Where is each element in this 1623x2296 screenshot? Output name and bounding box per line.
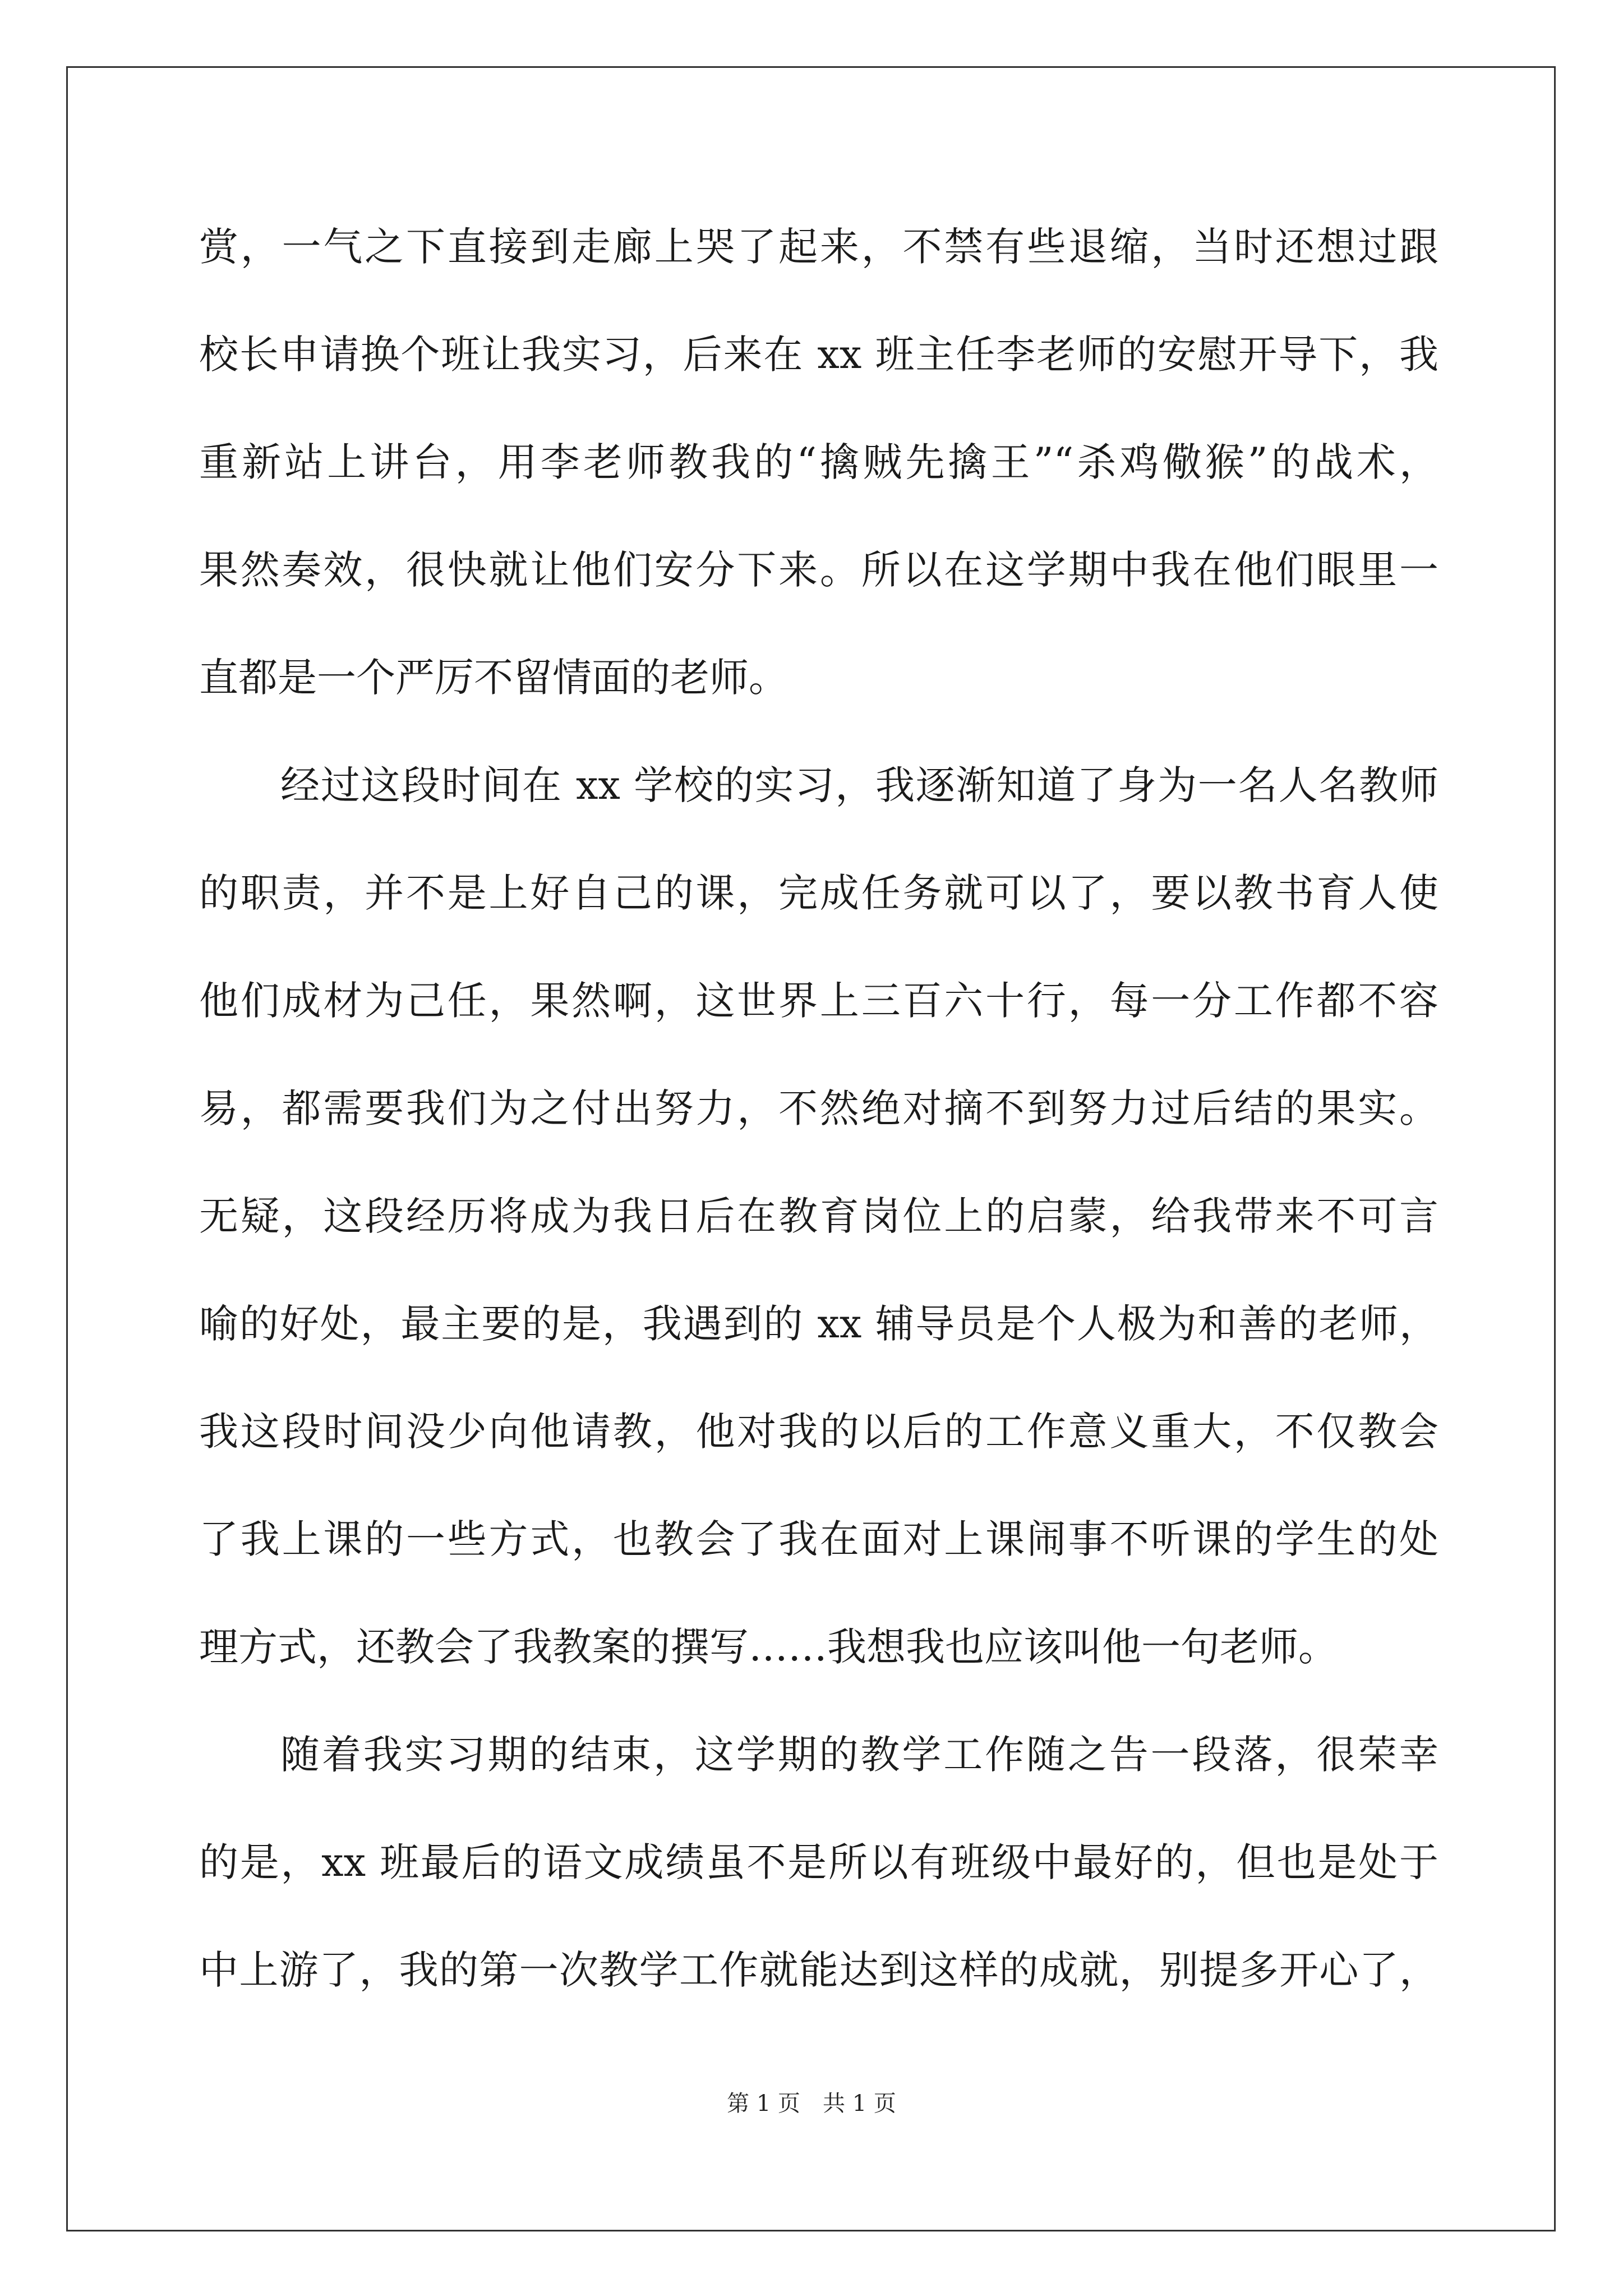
page-number: 第 1 页 xyxy=(727,2091,800,2116)
page-total: 共 1 页 xyxy=(823,2091,896,2116)
text-line: 我这段时间没少向他请教，他对我的以后的工作意义重大，不仅教会 xyxy=(199,1409,1438,1455)
text-line: 赏，一气之下直接到走廊上哭了起来，不禁有些退缩，当时还想过跟 xyxy=(199,224,1438,270)
page-footer xyxy=(0,2090,1623,2118)
paragraph-first-line: 随着我实习期的结束，这学期的教学工作随之告一段落，很荣幸 xyxy=(280,1732,1438,1778)
text-line: 的是，xx 班最后的语文成绩虽不是所以有班级中最好的，但也是处于 xyxy=(199,1839,1438,1885)
text-line: 重新站上讲台，用李老师教我的“擒贼先擒王”“杀鸡儆猴”的战术， xyxy=(199,439,1438,485)
text-line: 无疑，这段经历将成为我日后在教育岗位上的启蒙，给我带来不可言 xyxy=(199,1193,1438,1239)
text-line: 校长申请换个班让我实习，后来在 xx 班主任李老师的安慰开导下，我 xyxy=(199,332,1438,378)
text-line: 他们成材为己任，果然啊，这世界上三百六十行，每一分工作都不容 xyxy=(199,978,1438,1024)
text-line: 中上游了，我的第一次教学工作就能达到这样的成就，别提多开心了， xyxy=(199,1947,1438,1993)
text-line: 的职责，并不是上好自己的课，完成任务就可以了，要以教书育人使 xyxy=(199,870,1438,916)
document-body xyxy=(199,219,1438,2050)
paragraph-first-line: 经过这段时间在 xx 学校的实习，我逐渐知道了身为一名人名教师 xyxy=(280,762,1438,808)
text-line: 易，都需要我们为之付出努力，不然绝对摘不到努力过后结的果实。 xyxy=(199,1085,1438,1131)
text-line: 果然奏效，很快就让他们安分下来。所以在这学期中我在他们眼里一 xyxy=(199,547,1438,593)
text-line: 喻的好处，最主要的是，我遇到的 xx 辅导员是个人极为和善的老师， xyxy=(199,1301,1438,1347)
text-line: 了我上课的一些方式，也教会了我在面对上课闹事不听课的学生的处 xyxy=(199,1516,1438,1562)
text-line: 直都是一个严厉不留情面的老师。 xyxy=(199,655,788,701)
text-line: 理方式，还教会了我教案的撰写……我想我也应该叫他一句老师。 xyxy=(199,1624,1338,1670)
